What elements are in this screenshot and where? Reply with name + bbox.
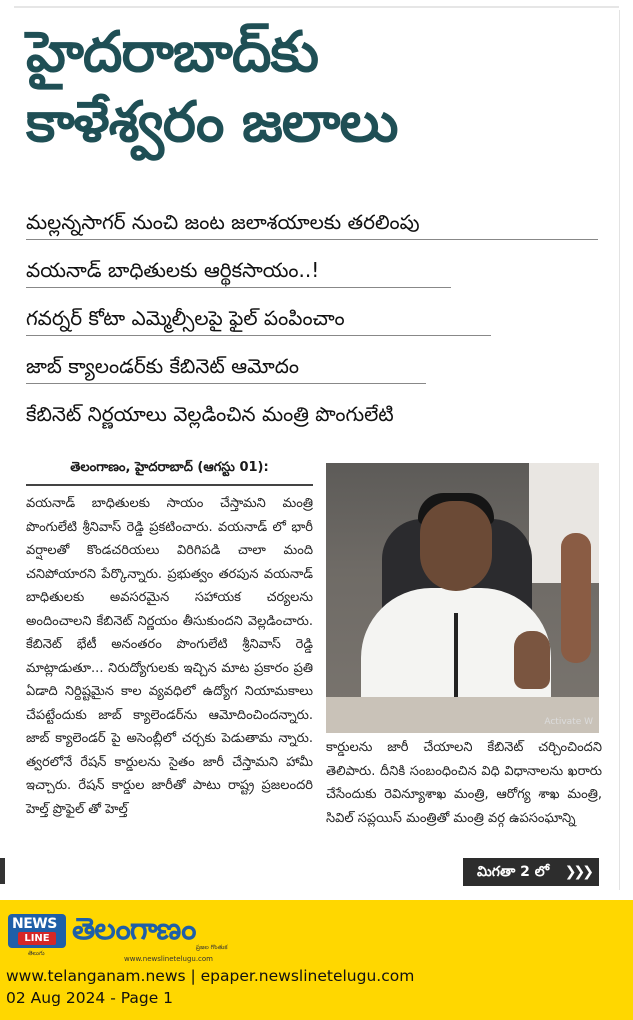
right-column-rule [619,10,620,890]
telanganam-logo[interactable] [72,912,228,954]
subheading-2: వయనాడ్ బాధితులకు ఆర్థికసాయం..! [26,256,451,288]
headline-line-2: కాళేశ్వరం జలాలు [26,90,398,155]
footer-bar [0,900,633,1020]
subheading-5: కేబినెట్ నిర్ణయాలు వెల్లడించిన మంత్రి పొంగులేటి [26,402,394,426]
photo-raised-hand [514,631,550,689]
photo-microphone [454,613,458,705]
article-body-right: కార్డులను జారీ చేయాలని కేబినెట్ చర్చించిందని తెలిపారు. దీనికి సంబంధించిన విధి విధానాలను ఖరారు చేసేందుకు రెవిన్యూశాఖ మంత్రి, ఆరోగ్య శాఖ మంత్రి, సివిల్ సప్లయిస్ మంత్రితో మంత్రి వర్గ ఉపసంఘాన్ని [326,740,602,826]
continued-on-page-button[interactable] [463,858,599,886]
footer-date-page: 02 Aug 2024 - Page 1 [6,989,174,1007]
article-body-left: వయనాడ్ బాధితులకు సాయం చేస్తామని మంత్రి పొంగులేటి శ్రీనివాస్ రెడ్డి ప్రకటించారు. వయనాడ్ లో భారీ వర్షాలతో కొండచరియలు విరిగిపడి చాలా మంది చనిపోయారని పేర్కొన్నారు. ప్రభుత్వం తరపున వయనాడ్ బాధితులకు అవసరమైన సహాయక చర్యలను అందించాలని కేబినెట్ నిర్ణయం తీసుకుందని వెల్లడించారు. కేబినెట్ భేటీ అనంతరం పొంగులేటి శ్రీనివాస్ రెడ్డి మాట్లాడుతూ... నిరుద్యోగులకు ఇచ్చిన మాట ప్రకారం ప్రతి ఏడాది నిర్దిష్టమైన కాల వ్యవధిలో ఉద్యోగ నియామకాలు చేపట్టేందుకు జాబ్ క్యాలెండర్‌ను ఆమోదించిందన్నారు. జాబ్ క్యాలెండర్ పై అసెంబ్లీలో చర్చకు పెడుతామ న్నారు. త్వరలోనే రేషన్ కార్డులను సైతం జారీ చేస్తామని హామీ ఇచ్చారు. రేషన్ కార్డుల జారీతో పాటు రాష్ట్ర ప్రజలందరి హెల్త్ ప్రొఫైల్ తో హెల్త్ [26,496,313,817]
photo-table [326,697,599,733]
triple-chevron-right-icon: ❯❯❯ [564,864,591,880]
main-headline [26,18,616,160]
photo-watermark: Activate W [544,717,593,727]
minister-photo [326,463,599,733]
continued-label: మిగతా 2 లో [477,864,550,880]
article-dateline: తెలంగాణం, హైదరాబాద్ (ఆగస్టు 01): [26,458,313,486]
photo-head [420,501,492,591]
headline-line-1: హైదరాబాద్‌కు [26,20,319,85]
article-left-column [26,458,313,821]
logo-url: www.newslinetelugu.com [124,955,213,963]
footer-links[interactable]: www.telanganam.news | epaper.newslinetelugu.com [6,967,415,985]
logo-small-text: తెలుగు [28,950,45,957]
subheading-3: గవర్నర్ కోటా ఎమ్మెల్సీలపై ఫైల్ పంపించాం [26,304,491,336]
subheadings [26,208,611,447]
telanganam-tagline: ప్రజల గొంతుక [195,944,228,951]
subheading-1: మల్లన్నసాగర్ నుంచి జంట జలాశయాలకు తరలింపు [26,208,598,240]
photo-background-arm [561,533,591,663]
logo-news-text: NEWS [12,916,57,932]
telanganam-logo-text: తెలంగాణం [72,912,196,947]
newsline-logo[interactable] [8,914,66,957]
logo-line-text: LINE [18,932,56,945]
top-rule [14,6,619,8]
left-edge-marker [0,858,5,884]
subheading-4: జాబ్ క్యాలండర్‌కు కేబినెట్ ఆమోదం [26,352,426,384]
